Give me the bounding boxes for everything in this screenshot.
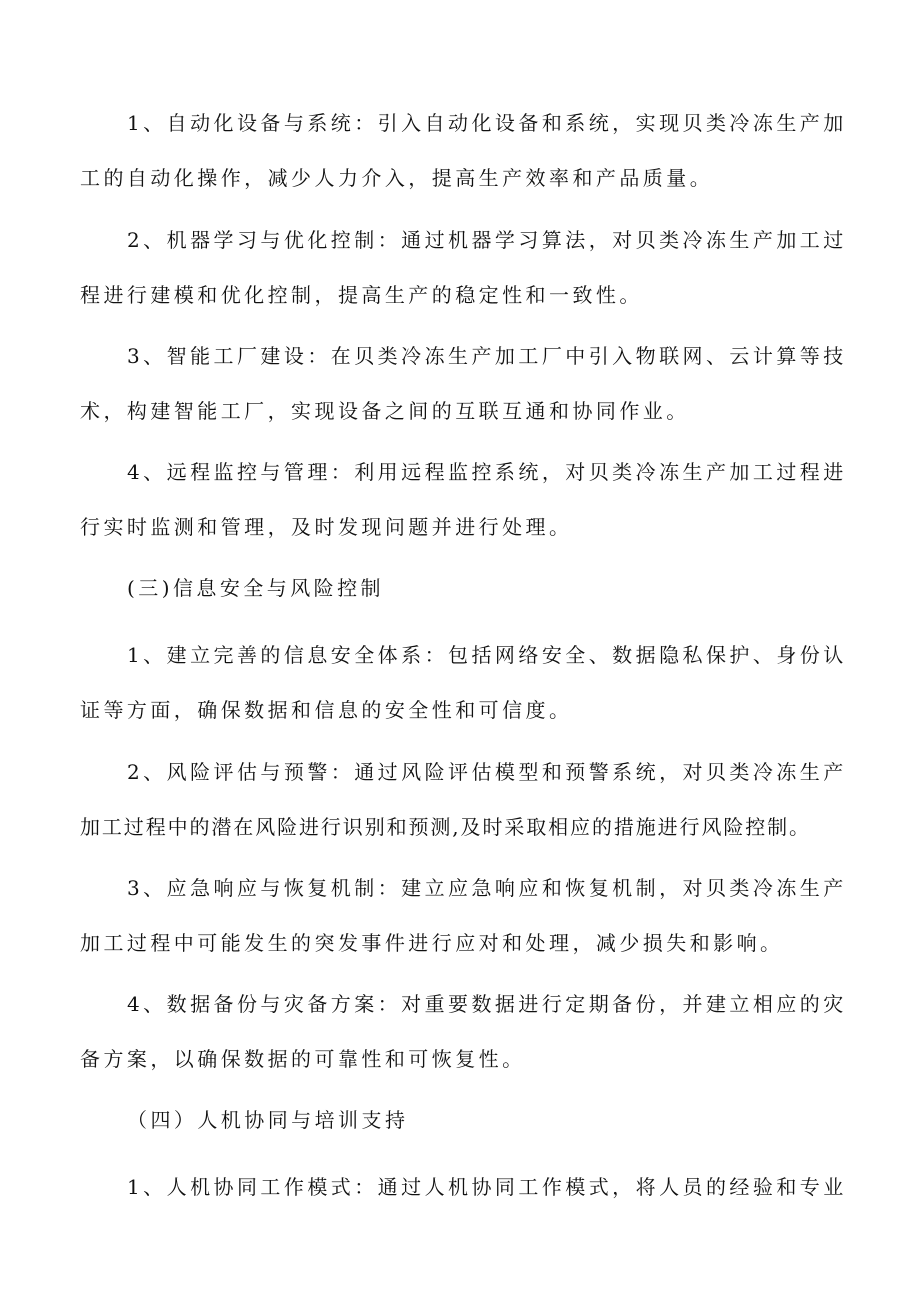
paragraph-line: 2、风险评估与预警：通过风险评估模型和预警系统，对贝类冷冻生产 bbox=[127, 760, 847, 784]
paragraph-line: 2、机器学习与优化控制：通过机器学习算法，对贝类冷冻生产加工过 bbox=[127, 228, 847, 252]
section-heading-text: （四）人机协同与培训支持 bbox=[127, 1108, 409, 1132]
paragraph-line: 工的自动化操作，减少人力介入，提高生产效率和产品质量。 bbox=[80, 166, 714, 190]
paragraph-line: 行实时监测和管理，及时发现问题并进行处理。 bbox=[80, 515, 573, 539]
paragraph-line: 证等方面，确保数据和信息的安全性和可信度。 bbox=[80, 698, 573, 722]
paragraph-line: 1、自动化设备与系统：引入自动化设备和系统，实现贝类冷冻生产加 bbox=[127, 111, 847, 135]
paragraph-line: 程进行建模和优化控制，提高生产的稳定性和一致性。 bbox=[80, 283, 643, 307]
paragraph-line: 1、人机协同工作模式：通过人机协同工作模式，将人员的经验和专业 bbox=[127, 1175, 847, 1199]
paragraph-line: 3、智能工厂建设：在贝类冷冻生产加工厂中引入物联网、云计算等技 bbox=[127, 344, 847, 368]
paragraph-line: 4、数据备份与灾备方案：对重要数据进行定期备份，并建立相应的灾 bbox=[127, 992, 847, 1016]
section-heading-text: (三)信息安全与风险控制 bbox=[127, 576, 385, 600]
paragraph-line: 加工过程中的潜在风险进行识别和预测,及时采取相应的措施进行风险控制。 bbox=[80, 815, 811, 839]
paragraph-line: 4、远程监控与管理：利用远程监控系统，对贝类冷冻生产加工过程进 bbox=[127, 460, 847, 484]
paragraph-line: 3、应急响应与恢复机制：建立应急响应和恢复机制，对贝类冷冻生产 bbox=[127, 876, 847, 900]
paragraph-line: 加工过程中可能发生的突发事件进行应对和处理，减少损失和影响。 bbox=[80, 931, 784, 955]
paragraph-line: 术，构建智能工厂，实现设备之间的互联互通和协同作业。 bbox=[80, 399, 690, 423]
paragraph-line: 1、建立完善的信息安全体系：包括网络安全、数据隐私保护、身份认 bbox=[127, 643, 847, 667]
paragraph-line: 备方案，以确保数据的可靠性和可恢复性。 bbox=[80, 1047, 526, 1071]
